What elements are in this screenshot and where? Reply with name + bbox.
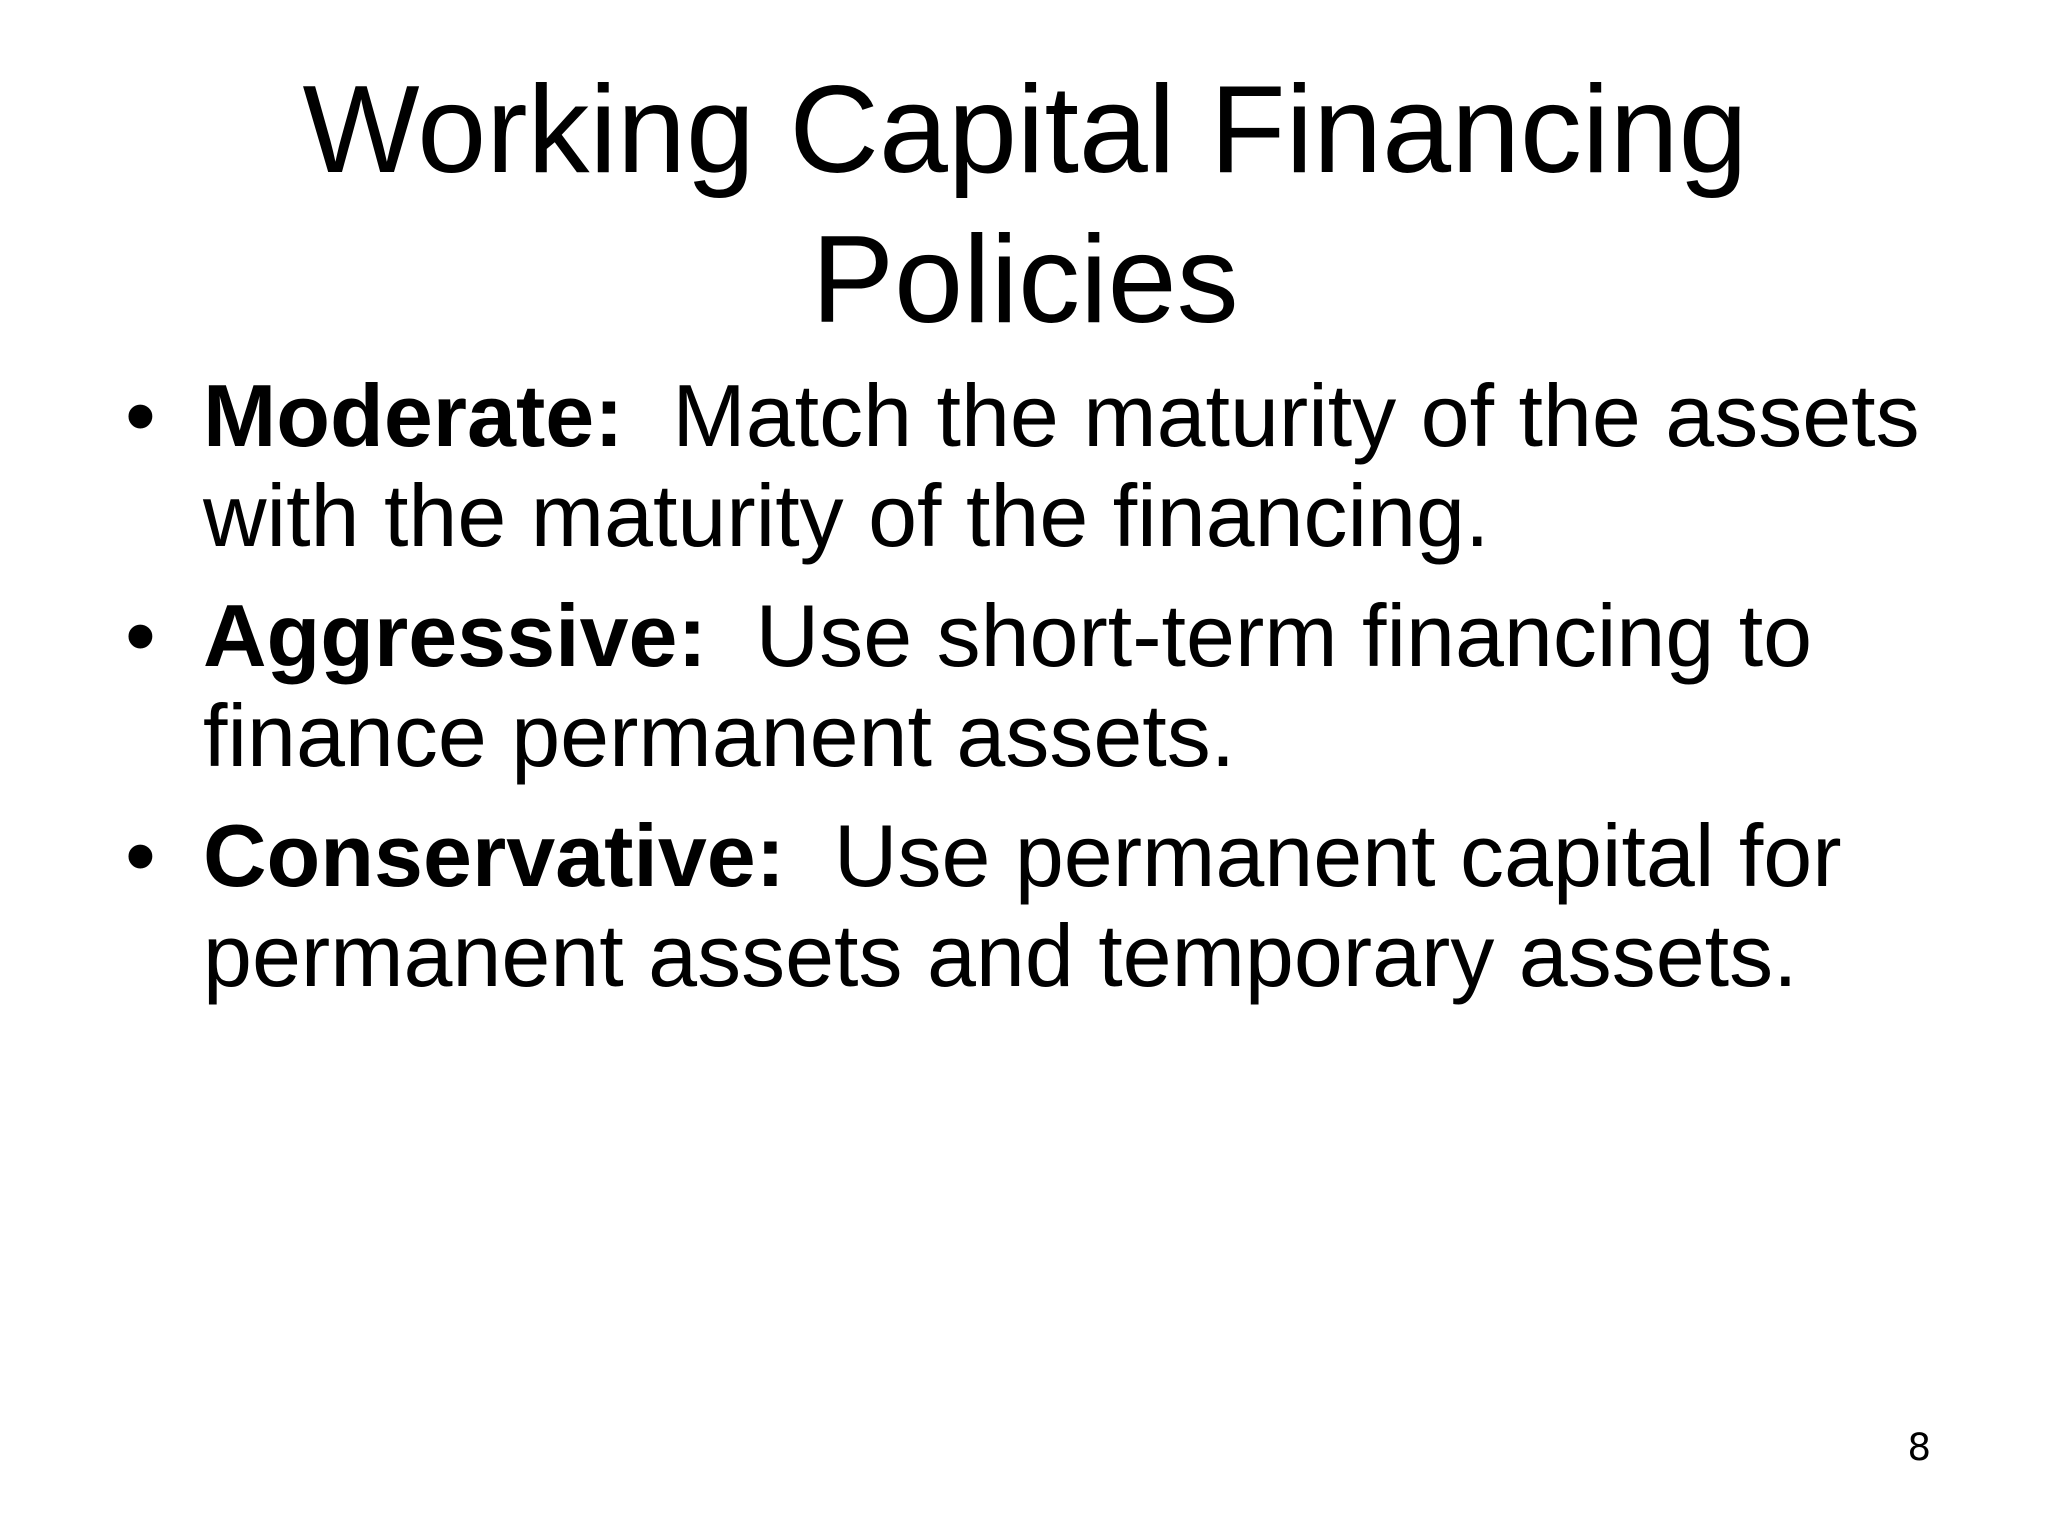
slide-title-line-1: Working Capital Financing	[302, 61, 1748, 199]
bullet-text-aggressive: Use short-term financing to finance permanent assets.	[203, 586, 1813, 785]
bullet-marker: •	[125, 366, 156, 465]
slide-title	[180, 55, 1870, 355]
bullet-text-moderate: Match the maturity of the assets with the maturity of the financing.	[203, 366, 1920, 565]
bullet-aggressive	[125, 586, 1945, 786]
slide-title-line-2: Policies	[811, 211, 1239, 349]
bullet-term-moderate: Moderate:	[203, 366, 624, 465]
bullet-marker: •	[125, 586, 156, 685]
bullet-conservative	[125, 806, 1945, 1006]
page-number: 8	[1907, 1426, 1931, 1469]
bullet-text-conservative: Use permanent capital for permanent assets and temporary assets.	[203, 806, 1842, 1005]
bullet-term-conservative: Conservative:	[203, 806, 786, 905]
bullet-list	[125, 366, 1945, 1026]
bullet-moderate	[125, 366, 1945, 566]
bullet-term-aggressive: Aggressive:	[203, 586, 707, 685]
bullet-marker: •	[125, 806, 156, 905]
